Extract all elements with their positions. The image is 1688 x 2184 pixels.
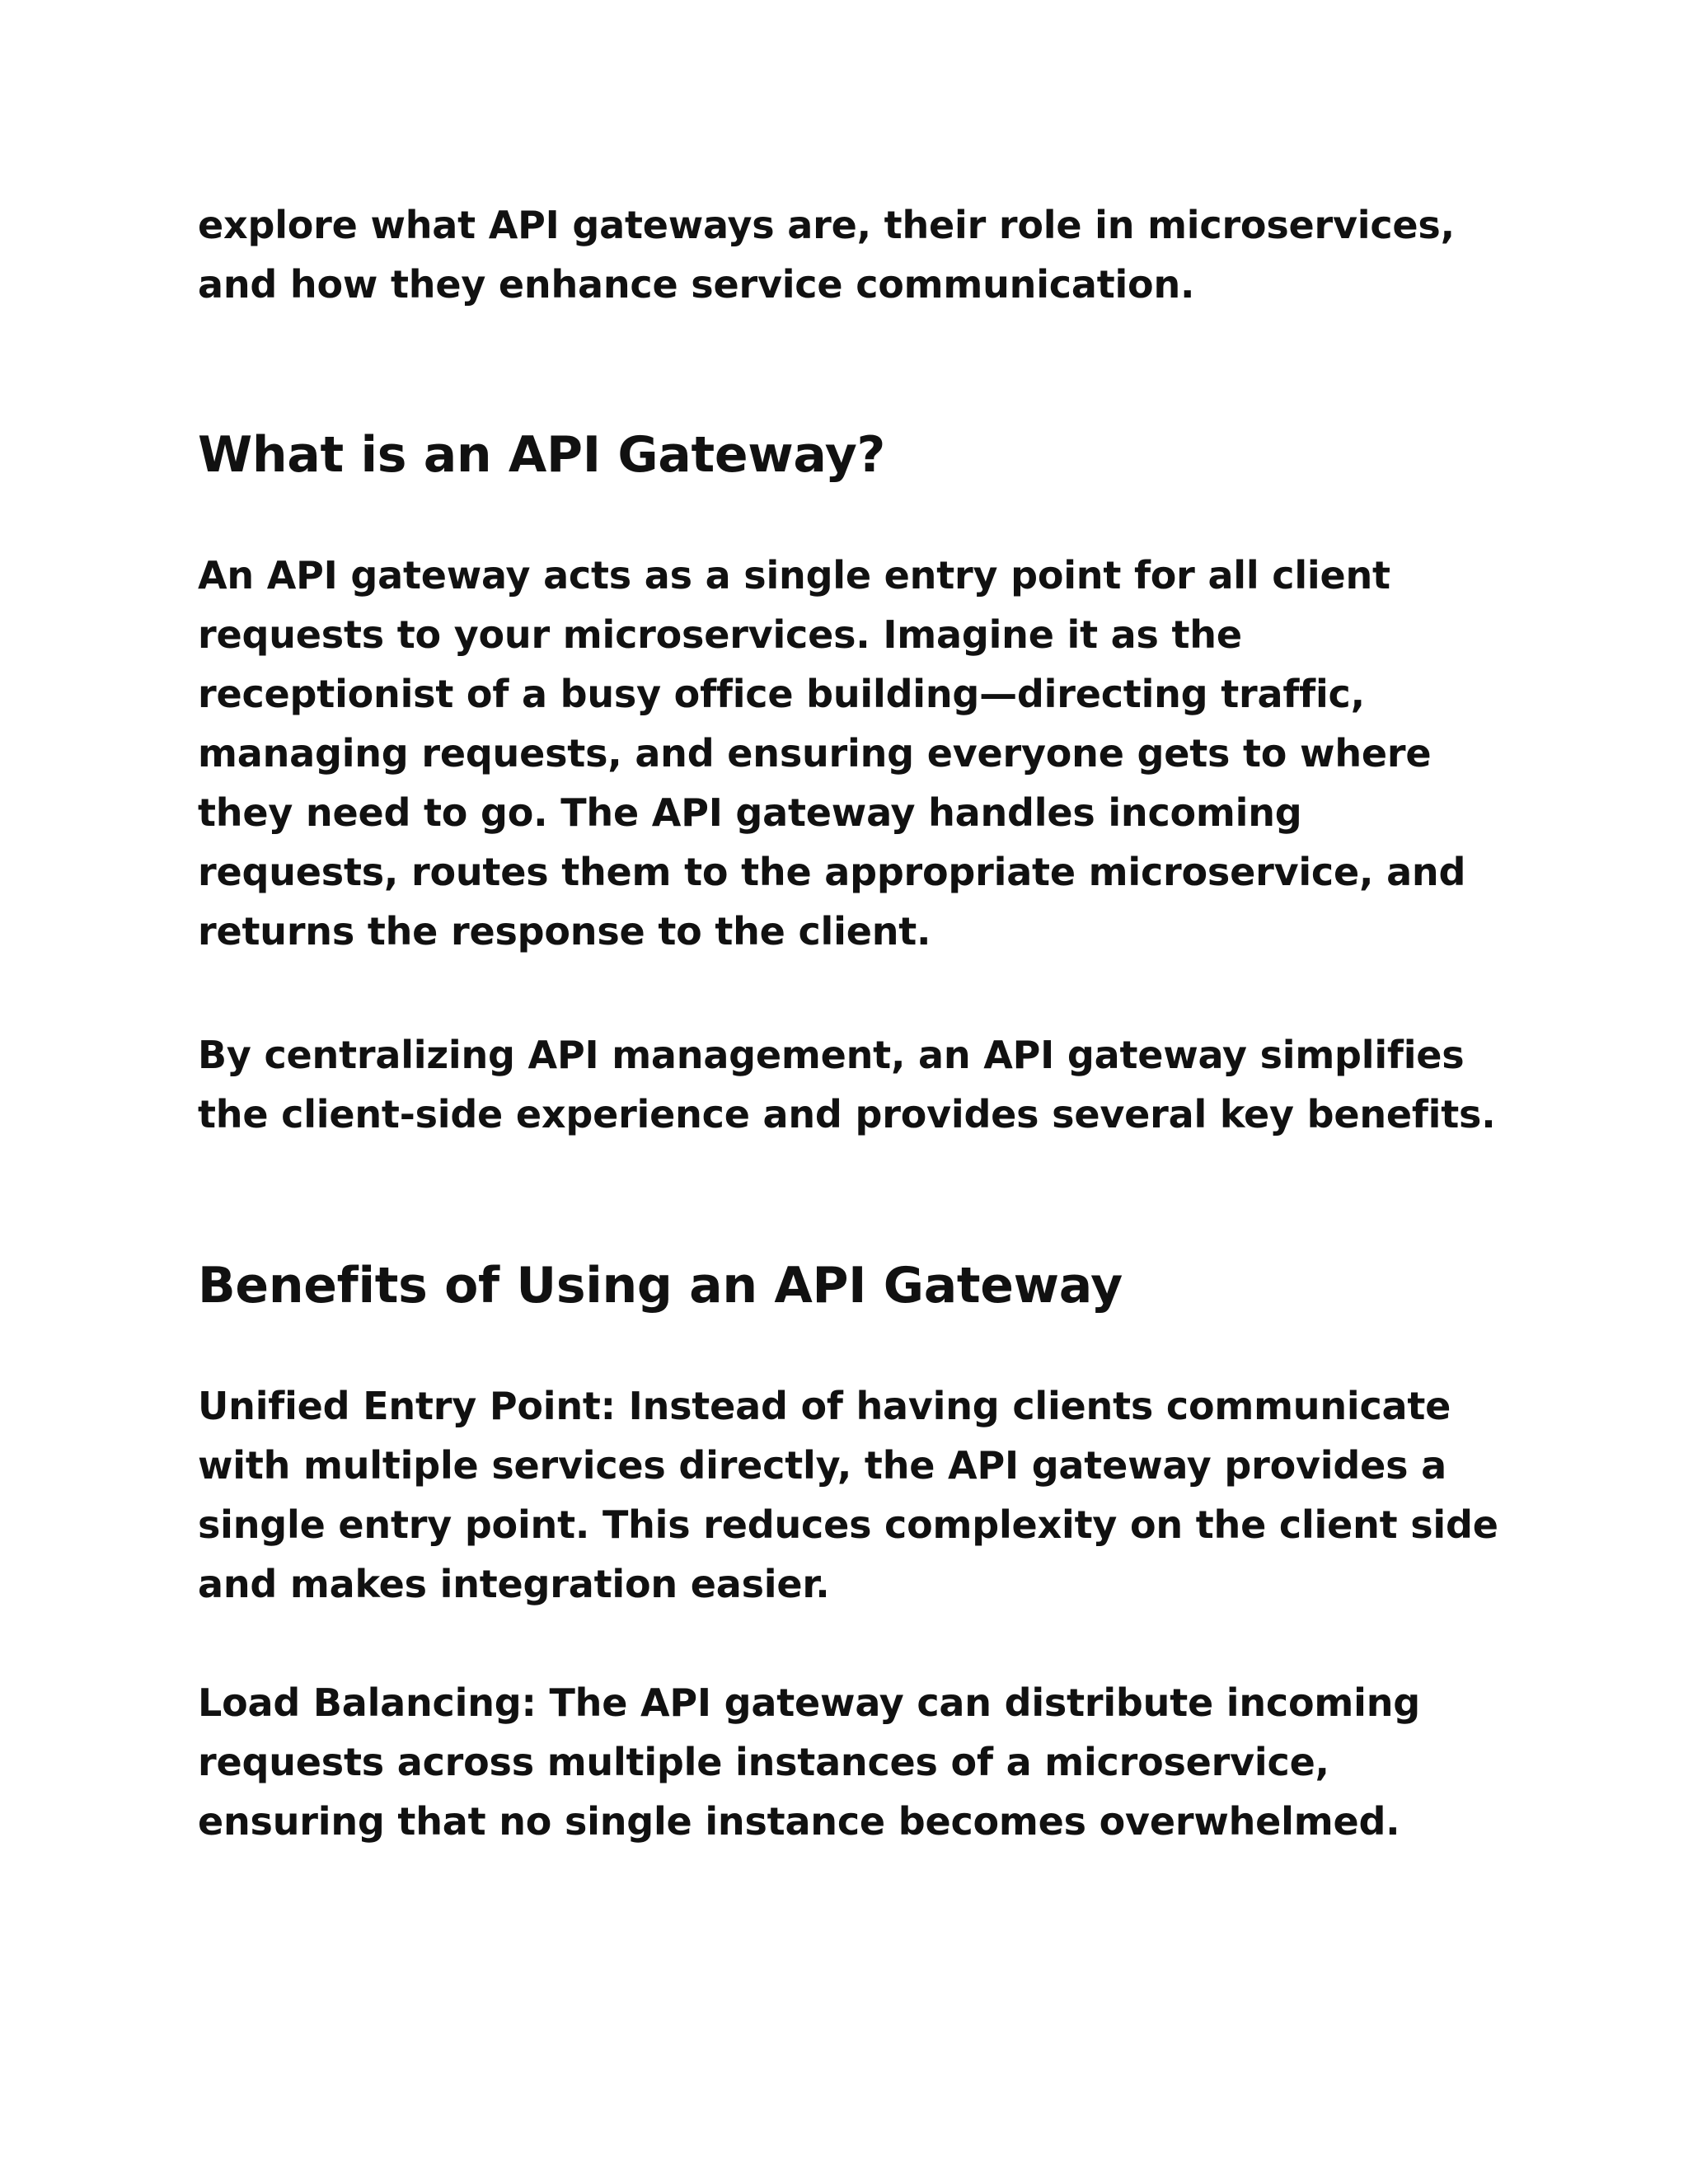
intro-paragraph: explore what API gateways are, their role in microservices, and how they enhance service communication. xyxy=(198,203,1455,307)
paragraph-load-balancing: Load Balancing: The API gateway can distribute incoming requests across multiple instances of a microservice, ensuring that no single instance becomes overwhelmed. xyxy=(198,1680,1420,1844)
paragraph-centralizing-management: By centralizing API management, an API gateway simplifies the client-side experience and provides several key benefits. xyxy=(198,1033,1496,1137)
paragraph-unified-entry-point: Unified Entry Point: Instead of having clients communicate with multiple services directly, the API gateway provides a single entry point. This reduces complexity on the client side and makes integration easier. xyxy=(198,1384,1498,1606)
section-heading-benefits: Benefits of Using an API Gateway xyxy=(198,1257,1123,1315)
paragraph-api-gateway-definition: An API gateway acts as a single entry point for all client requests to your microservices. Imagine it as the receptionist of a busy office building—directing traffic, managing requests, and ensuring everyone gets to where they need to go. The API gateway handles incoming requests, routes them to the appropriate microservice, and returns the response to the client. xyxy=(198,553,1466,954)
section-heading-what-is-api-gateway: What is an API Gateway? xyxy=(198,426,886,484)
